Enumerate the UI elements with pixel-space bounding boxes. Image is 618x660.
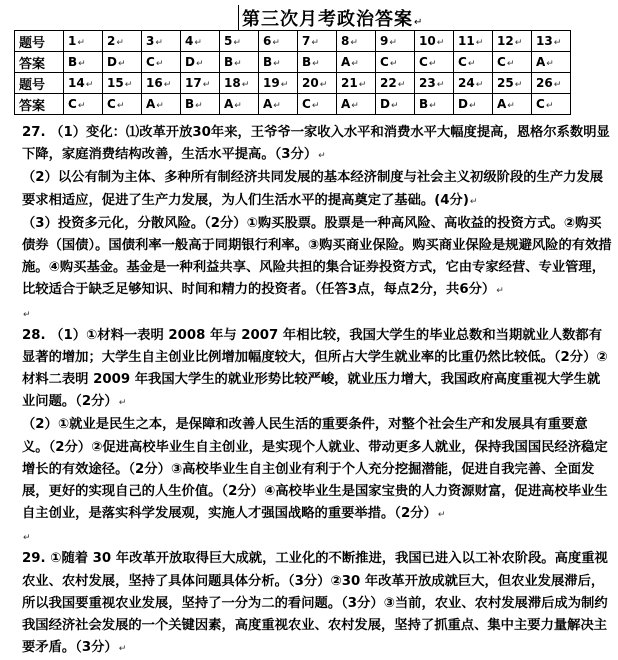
blank-line bbox=[22, 303, 612, 325]
answer-cell bbox=[103, 94, 142, 115]
cell-value: 17 bbox=[185, 76, 202, 90]
question-number-cell bbox=[376, 31, 415, 52]
return-mark-icon: ↵ bbox=[233, 38, 241, 48]
return-mark-icon: ↵ bbox=[358, 80, 367, 90]
cell-value: B bbox=[263, 55, 273, 69]
answer-cell bbox=[181, 94, 220, 115]
cell-value: 9 bbox=[380, 34, 389, 48]
paragraph-q29: 29. ①随着 30 年改革开放取得巨大成就，工业化的不断推进，我国已进入以工补农阶段。高度重视农业、农村发展，坚持了具体问题具体分析。（3分）②30 年改革开放成就巨大，但农业发展滞后，所以我国要重视农业发展，坚持了一分为二的看问题。（3分）③当前，农业、农村发展滞后成为制约我国经济社会发展的一个关键因素，高度重视农业、农村发展，坚持了抓重点、集中主要力量解决主要矛盾。（3分）↵ bbox=[22, 551, 608, 656]
cell-value: A bbox=[341, 97, 351, 111]
cell-value: C bbox=[419, 55, 428, 69]
cell-value: 24 bbox=[458, 76, 475, 90]
cell-value: 25 bbox=[497, 76, 514, 90]
return-mark-icon: ↵ bbox=[202, 80, 211, 90]
cell-value: 11 bbox=[458, 34, 475, 48]
return-mark-icon: ↵ bbox=[195, 59, 204, 69]
cell-value: B bbox=[68, 55, 78, 69]
answer-cell bbox=[415, 52, 454, 73]
paragraph-q27-3: （3）投资多元化，分散风险。（2分）①购买股票。股票是一种高风险、高收益的投资方式。②购买债券（国债）。国债利率一般高于同期银行利率。③购买商业保险。购买商业保险是规避风险的有效措施。④购买基金。基金是一种利益共享、风险共担的集合证券投资方式，它由专家经营、专业管理，比较适合于缺乏足够知识、时间和精力的投资者。（任答3点，每点2分，共6分）↵ bbox=[22, 215, 612, 298]
blank-line bbox=[22, 526, 612, 548]
cell-value: D bbox=[107, 55, 117, 69]
cell-value: 7 bbox=[302, 34, 311, 48]
question-number-cell bbox=[259, 31, 298, 52]
return-mark-icon: ↵ bbox=[23, 309, 31, 320]
answer-body bbox=[22, 122, 612, 660]
answer-cell bbox=[142, 94, 181, 115]
return-mark-icon: ↵ bbox=[553, 80, 562, 90]
return-mark-icon: ↵ bbox=[280, 80, 289, 90]
return-mark-icon: ↵ bbox=[319, 80, 328, 90]
answer-cell bbox=[532, 94, 571, 115]
cell-value: 15 bbox=[107, 76, 124, 90]
cell-value: A bbox=[263, 97, 273, 111]
return-mark-icon: ↵ bbox=[156, 101, 164, 111]
cell-value: 16 bbox=[146, 76, 163, 90]
cell-value: C bbox=[302, 97, 311, 111]
question-number-cell bbox=[415, 31, 454, 52]
answer-table bbox=[14, 30, 571, 115]
cell-value: 21 bbox=[341, 76, 358, 90]
question-number-cell bbox=[532, 73, 571, 94]
question-number-cell bbox=[103, 73, 142, 94]
cell-value: A bbox=[224, 97, 234, 111]
cell-value: 5 bbox=[224, 34, 233, 48]
cell-value: 18 bbox=[224, 76, 241, 90]
return-mark-icon: ↵ bbox=[389, 38, 397, 48]
return-mark-icon: ↵ bbox=[436, 80, 445, 90]
row-header: 题号 bbox=[15, 73, 64, 94]
return-mark-icon: ↵ bbox=[397, 80, 406, 90]
answer-cell bbox=[220, 52, 259, 73]
answer-cell bbox=[298, 52, 337, 73]
return-mark-icon: ↵ bbox=[546, 59, 554, 69]
return-mark-icon: ↵ bbox=[23, 533, 31, 544]
question-number-cell bbox=[142, 31, 181, 52]
return-mark-icon: ↵ bbox=[124, 80, 133, 90]
question-number-cell bbox=[298, 31, 337, 52]
return-mark-icon: ↵ bbox=[234, 59, 242, 69]
return-mark-icon: ↵ bbox=[469, 196, 478, 207]
answer-cell bbox=[298, 94, 337, 115]
cell-value: B bbox=[302, 55, 312, 69]
table-row bbox=[15, 94, 571, 115]
cell-value: 26 bbox=[536, 76, 553, 90]
question-number-cell bbox=[337, 31, 376, 52]
return-mark-icon: ↵ bbox=[506, 59, 515, 69]
return-mark-icon: ↵ bbox=[467, 59, 476, 69]
return-mark-icon: ↵ bbox=[514, 38, 523, 48]
answer-cell bbox=[454, 94, 493, 115]
return-mark-icon: ↵ bbox=[118, 398, 127, 409]
cell-value: 10 bbox=[419, 34, 436, 48]
row-header: 答案 bbox=[15, 94, 64, 115]
paragraph-q27-1: 27. （1）变化：⑴改革开放30年来，王爷爷一家收入水平和消费水平大幅度提高，恩格尔系数明显下降，家庭消费结构改善，生活水平提高。（3分）↵ bbox=[22, 125, 610, 163]
table-row bbox=[15, 31, 571, 52]
question-number-cell bbox=[376, 73, 415, 94]
return-mark-icon: ↵ bbox=[390, 101, 399, 111]
return-mark-icon: ↵ bbox=[116, 38, 124, 48]
return-mark-icon: ↵ bbox=[429, 101, 437, 111]
cell-value: 12 bbox=[497, 34, 514, 48]
cell-value: C bbox=[458, 55, 467, 69]
cell-value: D bbox=[185, 55, 195, 69]
return-mark-icon: ↵ bbox=[77, 101, 86, 111]
cell-value: C bbox=[68, 97, 77, 111]
return-mark-icon: ↵ bbox=[553, 38, 562, 48]
cell-value: 22 bbox=[380, 76, 397, 90]
cell-value: 13 bbox=[536, 34, 553, 48]
return-mark-icon: ↵ bbox=[496, 286, 504, 297]
return-mark-icon: ↵ bbox=[272, 38, 280, 48]
return-mark-icon: ↵ bbox=[155, 38, 163, 48]
answer-cell bbox=[415, 94, 454, 115]
answer-cell bbox=[220, 94, 259, 115]
question-number-cell bbox=[181, 73, 220, 94]
question-number-cell bbox=[142, 73, 181, 94]
return-mark-icon: ↵ bbox=[273, 59, 281, 69]
cell-value: D bbox=[458, 97, 468, 111]
question-number-cell bbox=[454, 31, 493, 52]
return-mark-icon: ↵ bbox=[311, 101, 320, 111]
return-mark-icon: ↵ bbox=[475, 80, 484, 90]
cell-value: B bbox=[224, 55, 234, 69]
return-mark-icon: ↵ bbox=[85, 80, 94, 90]
return-mark-icon: ↵ bbox=[311, 38, 319, 48]
question-number-cell bbox=[298, 73, 337, 94]
answer-cell bbox=[493, 52, 532, 73]
return-mark-icon: ↵ bbox=[318, 151, 326, 162]
paragraph-q27-2: （2）以公有制为主体、多种所有制经济共同发展的基本经济制度与社会主义初级阶段的生产力发展要求相适应，促进了生产力发展，为人们生活水平的提高奠定了基础。(4分)↵ bbox=[22, 170, 604, 208]
return-mark-icon: ↵ bbox=[312, 59, 320, 69]
return-mark-icon: ↵ bbox=[77, 38, 85, 48]
return-mark-icon: ↵ bbox=[195, 101, 203, 111]
return-mark-icon: ↵ bbox=[351, 59, 359, 69]
question-number-cell bbox=[181, 31, 220, 52]
question-number-cell bbox=[64, 31, 103, 52]
answer-cell bbox=[376, 52, 415, 73]
return-mark-icon: ↵ bbox=[428, 59, 437, 69]
return-mark-icon: ↵ bbox=[155, 59, 164, 69]
table-row bbox=[15, 73, 571, 94]
return-mark-icon: ↵ bbox=[436, 38, 445, 48]
return-mark-icon: ↵ bbox=[389, 59, 398, 69]
question-number-cell bbox=[64, 73, 103, 94]
cell-value: B bbox=[185, 97, 195, 111]
question-number-cell bbox=[415, 73, 454, 94]
cell-value: 6 bbox=[263, 34, 272, 48]
answer-cell bbox=[493, 94, 532, 115]
paragraph-q28-2: （2）①就业是民生之本，是保障和改善人民生活的重要条件，对整个社会生产和发展具有重要意义。（2分）②促进高校毕业生自主创业，是实现个人就业、带动更多人就业，保持我国国民经济稳定增长的有效途径。（2分）③高校毕业生自主创业有利于个人充分挖掘潜能，促进自我完善、全面发展，更好的实现自己的人生价值。（2分）④高校毕业生是国家宝贵的人力资源财富，促进高校毕业生自主创业，是落实科学发展观，实施人才强国战略的重要举措。（2分）↵ bbox=[22, 417, 608, 522]
answer-cell bbox=[259, 52, 298, 73]
cell-value: C bbox=[497, 55, 506, 69]
question-number-cell bbox=[337, 73, 376, 94]
return-mark-icon: ↵ bbox=[78, 59, 86, 69]
answer-cell bbox=[259, 94, 298, 115]
return-mark-icon: ↵ bbox=[273, 101, 281, 111]
question-number-cell bbox=[220, 73, 259, 94]
question-number-cell bbox=[532, 31, 571, 52]
answer-cell bbox=[532, 52, 571, 73]
cell-value: 4 bbox=[185, 34, 194, 48]
return-mark-icon: ↵ bbox=[117, 59, 126, 69]
question-number-cell bbox=[103, 31, 142, 52]
cell-value: C bbox=[146, 55, 155, 69]
answer-cell bbox=[103, 52, 142, 73]
cell-value: A bbox=[497, 97, 507, 111]
cell-value: C bbox=[380, 55, 389, 69]
question-number-cell bbox=[454, 73, 493, 94]
cell-value: 3 bbox=[146, 34, 155, 48]
cell-value: B bbox=[419, 97, 429, 111]
cell-value: A bbox=[536, 55, 546, 69]
row-header: 答案 bbox=[15, 52, 64, 73]
cell-value: A bbox=[146, 97, 156, 111]
return-mark-icon: ↵ bbox=[514, 80, 523, 90]
cell-value: 14 bbox=[68, 76, 85, 90]
cell-value: D bbox=[380, 97, 390, 111]
answer-cell bbox=[454, 52, 493, 73]
table-row bbox=[15, 52, 571, 73]
answer-cell bbox=[64, 94, 103, 115]
cell-value: C bbox=[536, 97, 545, 111]
answer-cell bbox=[337, 52, 376, 73]
page-title: 第三次月考政治答案↵ bbox=[238, 5, 423, 31]
return-mark-icon: ↵ bbox=[350, 38, 358, 48]
question-number-cell bbox=[220, 31, 259, 52]
return-mark-icon: ↵ bbox=[414, 17, 424, 28]
cell-value: 19 bbox=[263, 76, 280, 90]
cell-value: C bbox=[107, 97, 116, 111]
return-mark-icon: ↵ bbox=[475, 38, 484, 48]
paragraph-q28-1: 28. （1）①材料一表明 2008 年与 2007 年相比较，我国大学生的毕业总数和当期就业人数都有显著的增加；大学生自主创业比例增加幅度较大，但所占大学生就业率的比重仍然比较低。（2分）②材料二表明 2009 年我国大学生的就业形势比较严峻，就业压力增大，我国政府高度重视大学生就业问题。（2分）↵ bbox=[22, 327, 608, 410]
cell-value: 8 bbox=[341, 34, 350, 48]
answer-cell bbox=[337, 94, 376, 115]
cell-value: A bbox=[341, 55, 351, 69]
answer-cell bbox=[376, 94, 415, 115]
return-mark-icon: ↵ bbox=[116, 101, 125, 111]
answer-cell bbox=[64, 52, 103, 73]
question-number-cell bbox=[493, 73, 532, 94]
return-mark-icon: ↵ bbox=[241, 80, 250, 90]
cell-value: 2 bbox=[107, 34, 116, 48]
return-mark-icon: ↵ bbox=[468, 101, 477, 111]
return-mark-icon: ↵ bbox=[437, 510, 446, 521]
return-mark-icon: ↵ bbox=[545, 101, 554, 111]
return-mark-icon: ↵ bbox=[507, 101, 515, 111]
return-mark-icon: ↵ bbox=[234, 101, 242, 111]
answer-cell bbox=[181, 52, 220, 73]
cell-value: 20 bbox=[302, 76, 319, 90]
return-mark-icon: ↵ bbox=[194, 38, 202, 48]
cell-value: 1 bbox=[68, 34, 77, 48]
question-number-cell bbox=[493, 31, 532, 52]
return-mark-icon: ↵ bbox=[118, 644, 127, 655]
answer-cell bbox=[142, 52, 181, 73]
row-header: 题号 bbox=[15, 31, 64, 52]
return-mark-icon: ↵ bbox=[163, 80, 172, 90]
question-number-cell bbox=[259, 73, 298, 94]
return-mark-icon: ↵ bbox=[351, 101, 359, 111]
cell-value: 23 bbox=[419, 76, 436, 90]
